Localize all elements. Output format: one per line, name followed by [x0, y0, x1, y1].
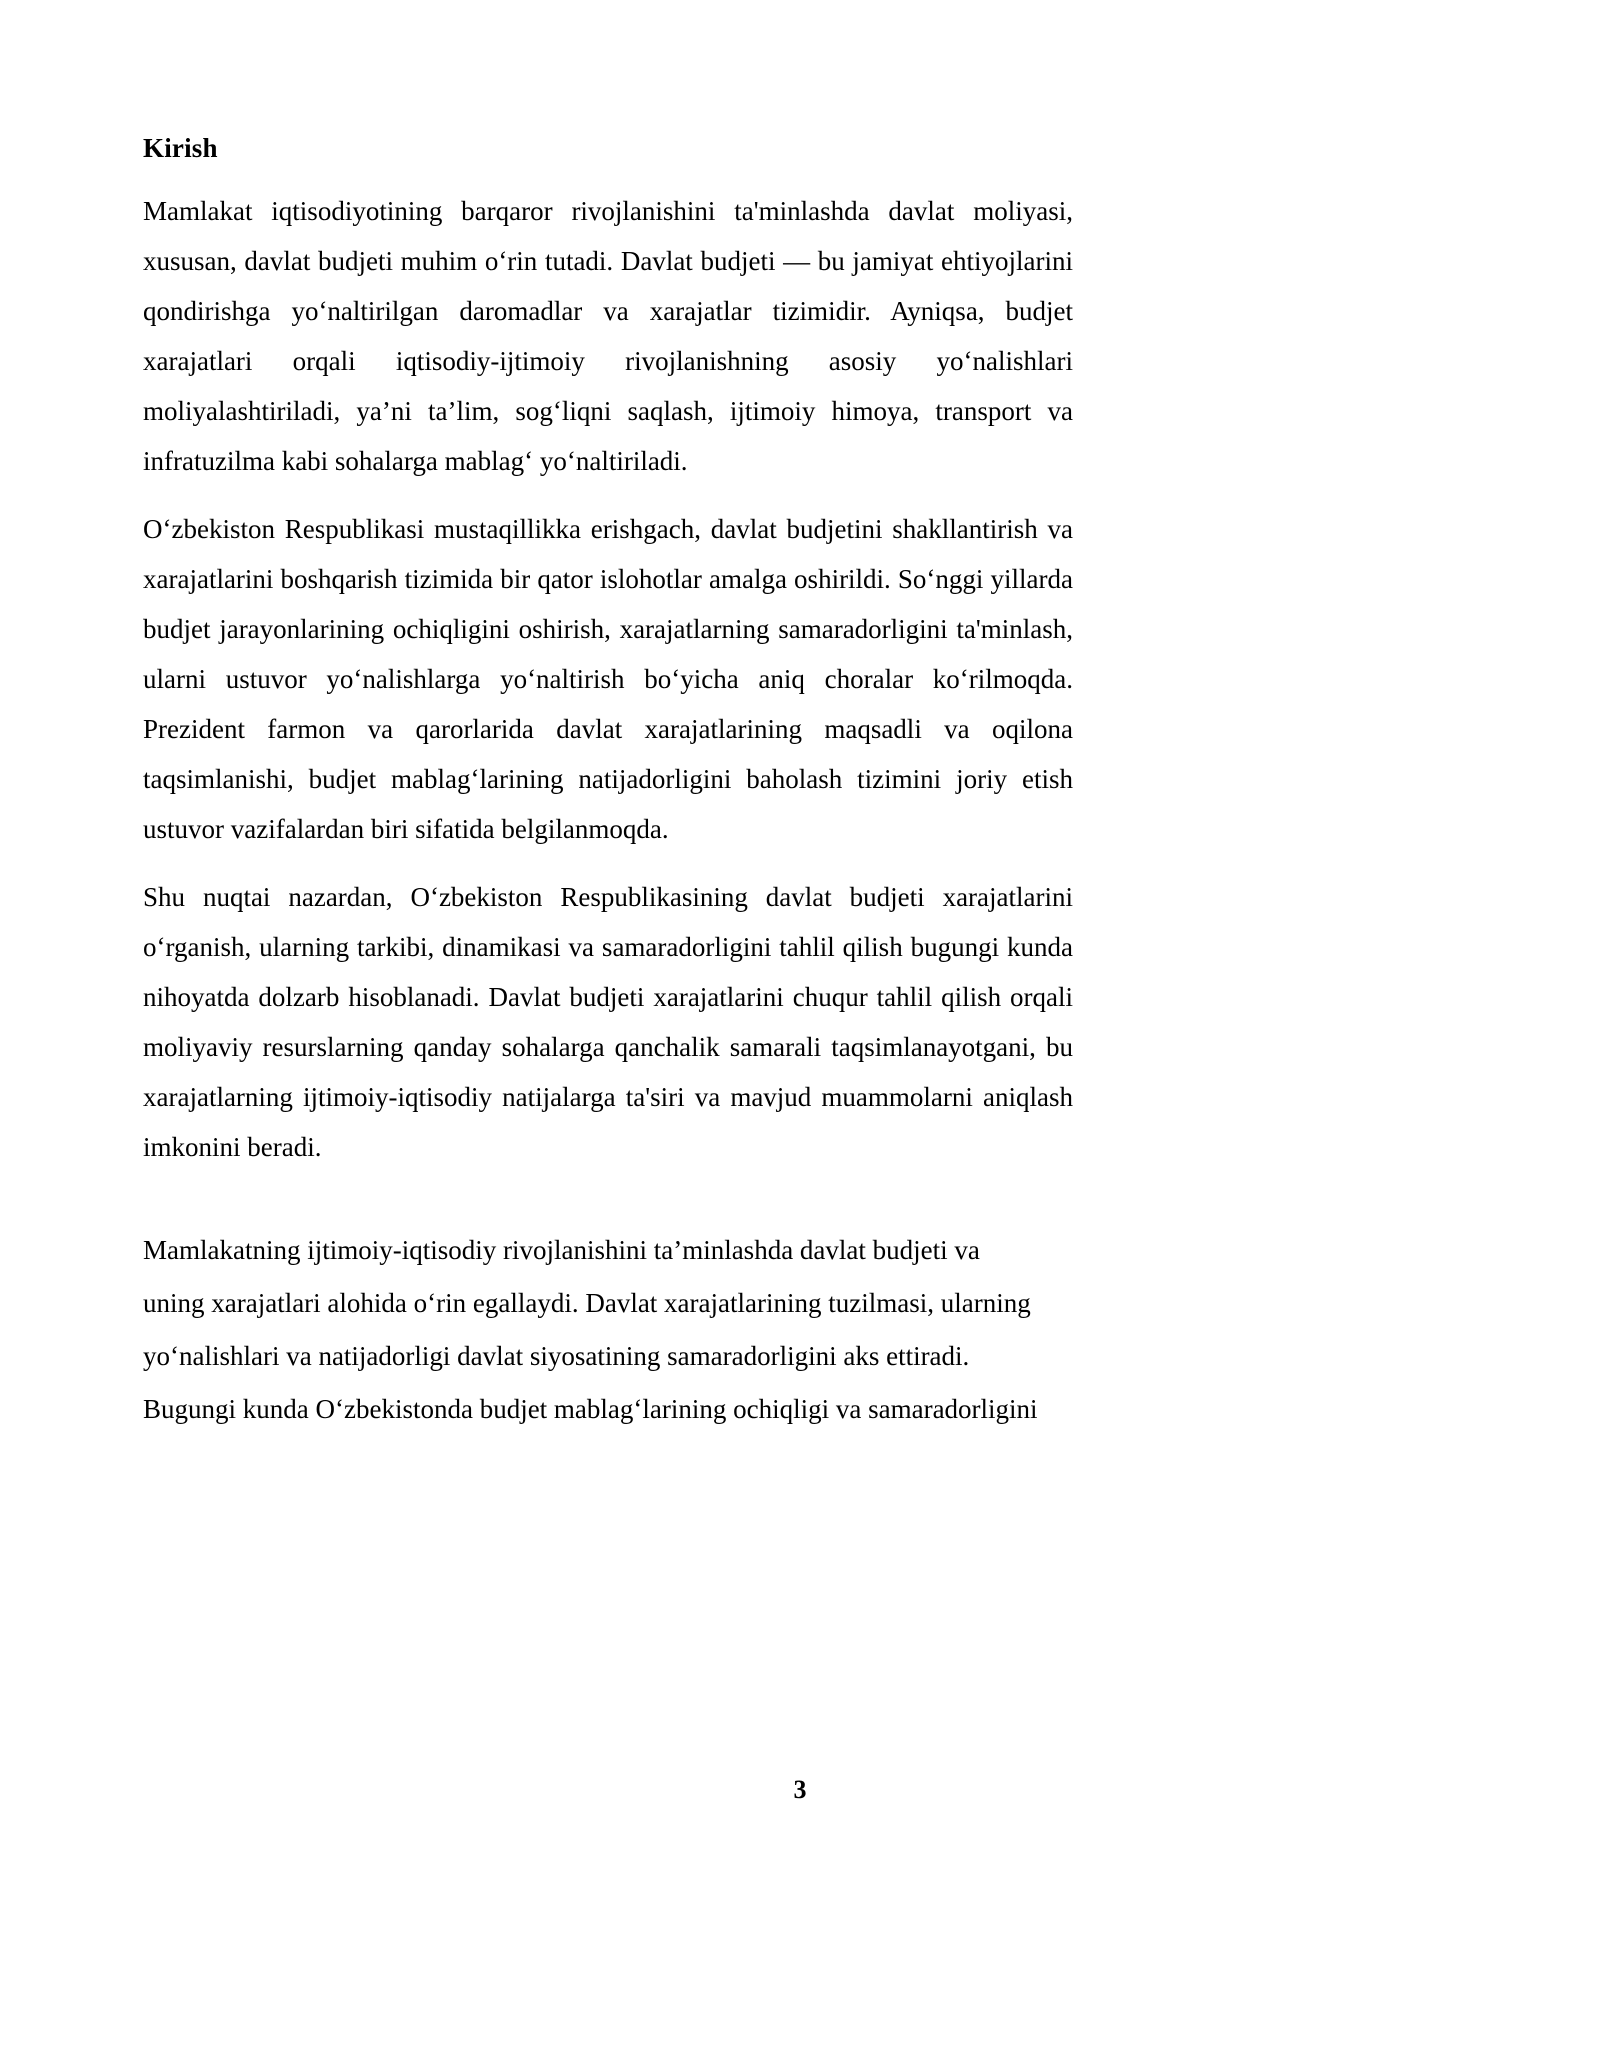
closing-line-1: Mamlakatning ijtimoiy-iqtisodiy rivojlanishini ta’minlashda davlat budjeti va — [143, 1234, 980, 1265]
closing-line-4: Bugungi kunda O‘zbekistonda budjet mablag‘larining ochiqligi va samaradorligini — [143, 1393, 1038, 1424]
closing-line-2: uning xarajatlari alohida o‘rin egallaydi. Davlat xarajatlarining tuzilmasi, ularning — [143, 1287, 1031, 1318]
paragraph-2: O‘zbekiston Respublikasi mustaqillikka erishgach, davlat budjetini shakllantirish va xarajatlarini boshqarish tizimida bir qator islohotlar amalga oshirildi. So‘nggi yillarda budjet jarayonlarining ochiqligini oshirish, xarajatlarning samaradorligini ta'minlash, ularni ustuvor yo‘nalishlarga yo‘naltirish bo‘yicha aniq choralar ko‘rilmoqda. Prezident farmon va qarorlarida davlat xarajatlarining maqsadli va oqilona taqsimlanishi, budjet mablag‘larining natijadorligini baholash tizimini joriy etish ustuvor vazifalardan biri sifatida belgilanmoqda. — [143, 513, 1073, 844]
paragraph-3: Shu nuqtai nazardan, O‘zbekiston Respublikasining davlat budjeti xarajatlarini o‘rganish, ularning tarkibi, dinamikasi va samaradorligini tahlil qilish bugungi kunda nihoyatda dolzarb hisoblanadi. Davlat budjeti xarajatlarini chuqur tahlil qilish orqali moliyaviy resurslarning qanday sohalarga qanchalik samarali taqsimlanayotgani, bu xarajatlarning ijtimoiy-iqtisodiy natijalarga ta'siri va mavjud muammolarni aniqlash imkonini beradi. — [143, 881, 1073, 1162]
closing-block — [143, 1224, 1073, 1436]
paragraph-1: Mamlakat iqtisodiyotining barqaror rivojlanishini ta'minlashda davlat moliyasi, xususan, davlat budjeti muhim o‘rin tutadi. Davlat budjeti — bu jamiyat ehtiyojlarini qondirishga yo‘naltirilgan daromadlar va xarajatlar tizimidir. Ayniqsa, budjet xarajatlari orqali iqtisodiy-ijtimoiy rivojlanishning asosiy yo‘nalishlari moliyalashtiriladi, ya’ni ta’lim, sog‘liqni saqlash, ijtimoiy himoya, transport va infratuzilma kabi sohalarga mablag‘ yo‘naltiriladi. — [143, 195, 1073, 476]
paragraph-spacer — [143, 1172, 1073, 1224]
section-heading-kirish: Kirish — [143, 133, 218, 163]
closing-line-3: yo‘nalishlari va natijadorligi davlat siyosatining samaradorligini aks ettiradi. — [143, 1340, 970, 1371]
page-number: 3 — [793, 1775, 807, 1804]
document-body — [143, 132, 1073, 1436]
